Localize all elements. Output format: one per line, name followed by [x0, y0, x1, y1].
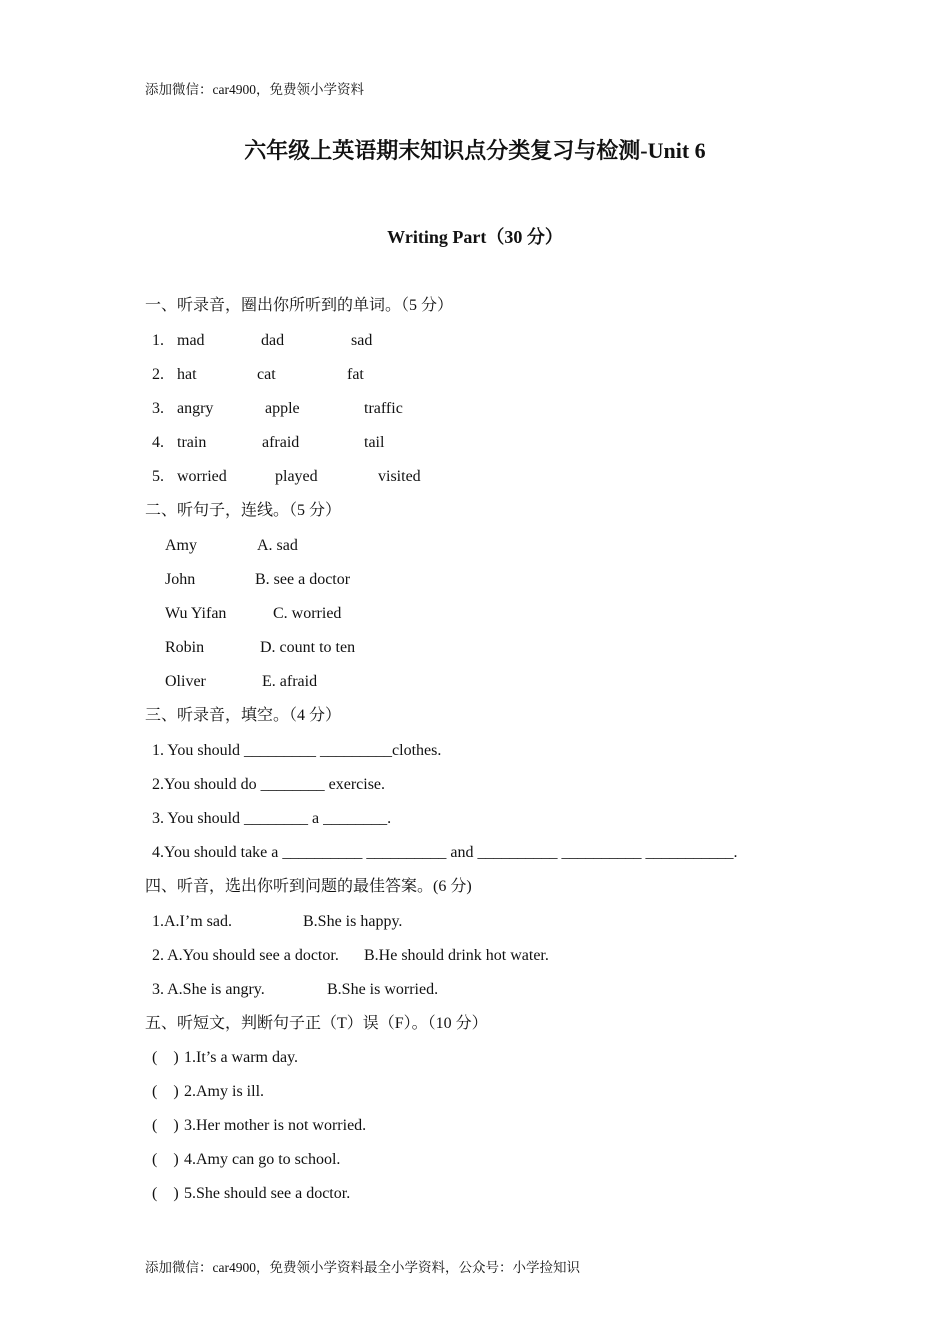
- true-false-statement: 2.Amy is ill.: [184, 1083, 265, 1100]
- true-false-statement: 1.It’s a warm day.: [184, 1049, 299, 1066]
- answer-option-b: B.He should drink hot water.: [364, 947, 549, 964]
- word-option: cat: [257, 366, 276, 383]
- match-name: John: [165, 571, 196, 588]
- section3-heading: 三、听录音，填空。（4 分）: [145, 707, 342, 724]
- word-option: tail: [364, 434, 385, 451]
- answer-option-a: 3. A.She is angry.: [152, 981, 265, 998]
- word-option: afraid: [262, 434, 300, 451]
- true-false-statement: 3.Her mother is not worried.: [184, 1117, 367, 1134]
- match-name: Wu Yifan: [165, 605, 227, 622]
- answer-parentheses: ( ): [152, 1185, 179, 1202]
- match-option: C. worried: [273, 605, 342, 622]
- answer-parentheses: ( ): [152, 1117, 179, 1134]
- word-option: apple: [265, 400, 300, 417]
- list-item-number: 5.: [152, 468, 164, 485]
- word-option: sad: [351, 332, 373, 349]
- section5-heading: 五、听短文，判断句子正（T）误（F）。（10 分）: [145, 1015, 488, 1032]
- list-item-number: 2.: [152, 366, 164, 383]
- word-option: played: [275, 468, 318, 485]
- list-item-number: 3.: [152, 400, 164, 417]
- answer-parentheses: ( ): [152, 1049, 179, 1066]
- word-option: worried: [177, 468, 227, 485]
- section-subtitle: Writing Part（30 分）: [387, 227, 563, 247]
- answer-option-a: 1.A.I’m sad.: [152, 913, 232, 930]
- match-option: E. afraid: [262, 673, 318, 690]
- word-option: angry: [177, 400, 214, 417]
- true-false-statement: 4.Amy can go to school.: [184, 1151, 341, 1168]
- section2-heading: 二、听句子，连线。（5 分）: [145, 502, 342, 519]
- match-option: D. count to ten: [260, 639, 356, 656]
- match-option: B. see a doctor: [255, 571, 351, 588]
- match-name: Robin: [165, 639, 205, 656]
- header-note: 添加微信：car4900，免费领小学资料: [145, 82, 364, 97]
- match-name: Oliver: [165, 673, 206, 690]
- list-item-number: 4.: [152, 434, 164, 451]
- match-name: Amy: [165, 537, 197, 554]
- match-option: A. sad: [257, 537, 298, 554]
- word-option: train: [177, 434, 207, 451]
- page-title: 六年级上英语期末知识点分类复习与检测-Unit 6: [244, 138, 706, 163]
- answer-option-b: B.She is worried.: [327, 981, 439, 998]
- answer-parentheses: ( ): [152, 1083, 179, 1100]
- true-false-statement: 5.She should see a doctor.: [184, 1185, 351, 1202]
- word-option: visited: [378, 468, 421, 485]
- answer-option-b: B.She is happy.: [303, 913, 403, 930]
- word-option: fat: [347, 366, 364, 383]
- word-option: mad: [177, 332, 205, 349]
- list-item-number: 1.: [152, 332, 164, 349]
- answer-parentheses: ( ): [152, 1151, 179, 1168]
- word-option: hat: [177, 366, 197, 383]
- answer-option-a: 2. A.You should see a doctor.: [152, 947, 339, 964]
- fill-blank-line: 3. You should ________ a ________.: [152, 810, 392, 827]
- section4-heading: 四、听音，选出你听到问题的最佳答案。(6 分): [145, 878, 472, 895]
- fill-blank-line: 4.You should take a __________ __________ and __________ __________ ___________.: [152, 844, 738, 861]
- word-option: traffic: [364, 400, 403, 417]
- section1-heading: 一、听录音，圈出你所听到的单词。（5 分）: [145, 297, 454, 314]
- fill-blank-line: 1. You should _________ _________clothes.: [152, 742, 442, 759]
- footer-note: 添加微信：car4900，免费领小学资料最全小学资料，公众号：小学捡知识: [145, 1260, 580, 1275]
- fill-blank-line: 2.You should do ________ exercise.: [152, 776, 386, 793]
- word-option: dad: [261, 332, 285, 349]
